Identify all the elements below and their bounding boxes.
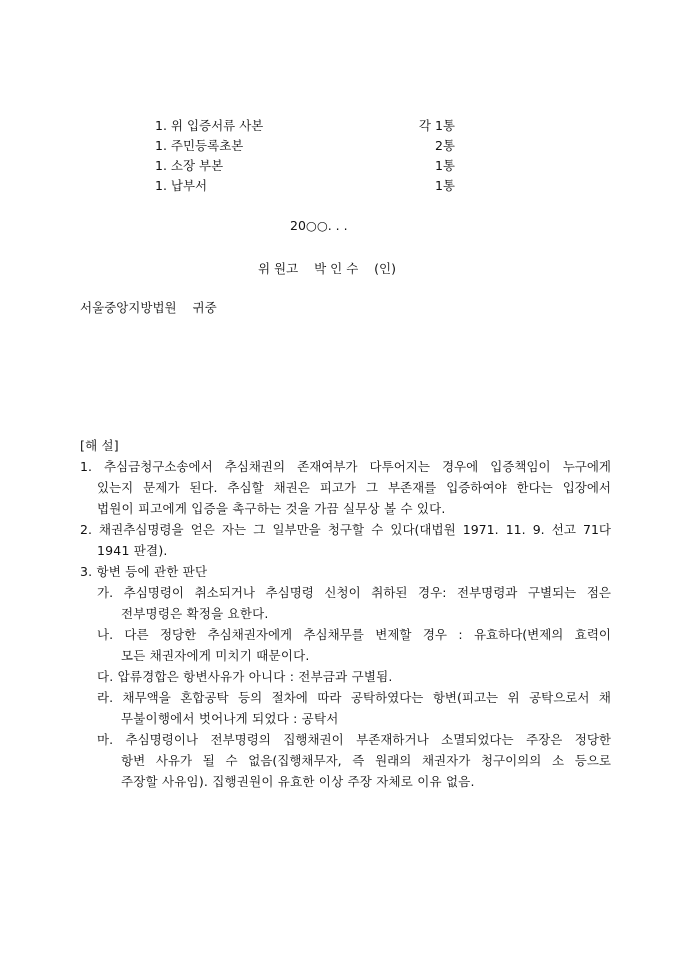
sub-item-ma-line: 항변 사유가 될 수 없음(집행채무자, 즉 원래의 채권자가 청구이의의 소 등으로	[121, 753, 611, 768]
sub-item-ra-line: 무불이행에서 벗어나게 되었다 : 공탁서	[121, 711, 339, 726]
attachment-qty: 2통	[434, 138, 455, 153]
court-addressee: 서울중앙지방법원 귀중	[80, 300, 217, 315]
commentary-item-1-line: 법원이 피고에게 입증을 촉구하는 것을 가끔 실무상 볼 수 있다.	[97, 501, 446, 516]
sub-item-da-line: 다. 압류경합은 항변사유가 아니다 : 전부금과 구별됨.	[97, 669, 393, 684]
attachment-item	[155, 116, 455, 134]
attachment-qty: 1통	[434, 158, 455, 173]
attachment-qty: 각 1통	[418, 118, 455, 133]
attachment-label: 1. 소장 부본	[155, 158, 224, 173]
sub-item-na-line: 나. 다른 정당한 추심채권자에게 추심채무를 변제할 경우 : 유효하다(변제의 효력이	[97, 627, 611, 642]
commentary-item-3-heading: 3. 항변 등에 관한 판단	[80, 564, 208, 579]
sub-item-ga-line: 전부명령은 확정을 요한다.	[121, 606, 269, 621]
commentary-item-1-line: 있는지 문제가 된다. 추심할 채권은 피고가 그 부존재를 입증하여야 한다는 입장에서	[97, 480, 611, 495]
attachment-item	[155, 136, 455, 154]
sub-item-ma-line: 마. 추심명령이나 전부명령의 집행채권이 부존재하거나 소멸되었다는 주장은 정당한	[97, 732, 611, 747]
commentary-heading: [해 설]	[80, 438, 119, 453]
commentary-item-2-line: 2. 채권추심명령을 얻은 자는 그 일부만을 청구할 수 있다(대법원 1971. 11. 9. 선고 71다	[80, 522, 611, 537]
attachment-qty: 1통	[434, 178, 455, 193]
attachment-item	[155, 156, 455, 174]
document-date: 20○○. . .	[290, 218, 348, 233]
sub-item-ma-line: 주장할 사유임). 집행권원이 유효한 이상 주장 자체로 이유 없음.	[121, 774, 475, 789]
sub-item-na-line: 모든 채권자에게 미치기 때문이다.	[121, 648, 310, 663]
sub-item-ga-line: 가. 추심명령이 취소되거나 추심명령 신청이 취하된 경우: 전부명령과 구별되는 점은	[97, 585, 611, 600]
attachment-label: 1. 납부서	[155, 178, 208, 193]
plaintiff-signature: 위 원고 박 인 수 (인)	[258, 261, 396, 276]
commentary-item-1-line: 1. 추심금청구소송에서 추심채권의 존재여부가 다투어지는 경우에 입증책임이 누구에게	[80, 459, 611, 474]
commentary-item-2-line: 1941 판결).	[97, 543, 168, 558]
attachment-label: 1. 주민등록초본	[155, 138, 244, 153]
attachment-item	[155, 176, 455, 194]
sub-item-ra-line: 라. 채무액을 혼합공탁 등의 절차에 따라 공탁하였다는 항변(피고는 위 공탁으로서 채	[97, 690, 611, 705]
attachment-label: 1. 위 입증서류 사본	[155, 118, 264, 133]
